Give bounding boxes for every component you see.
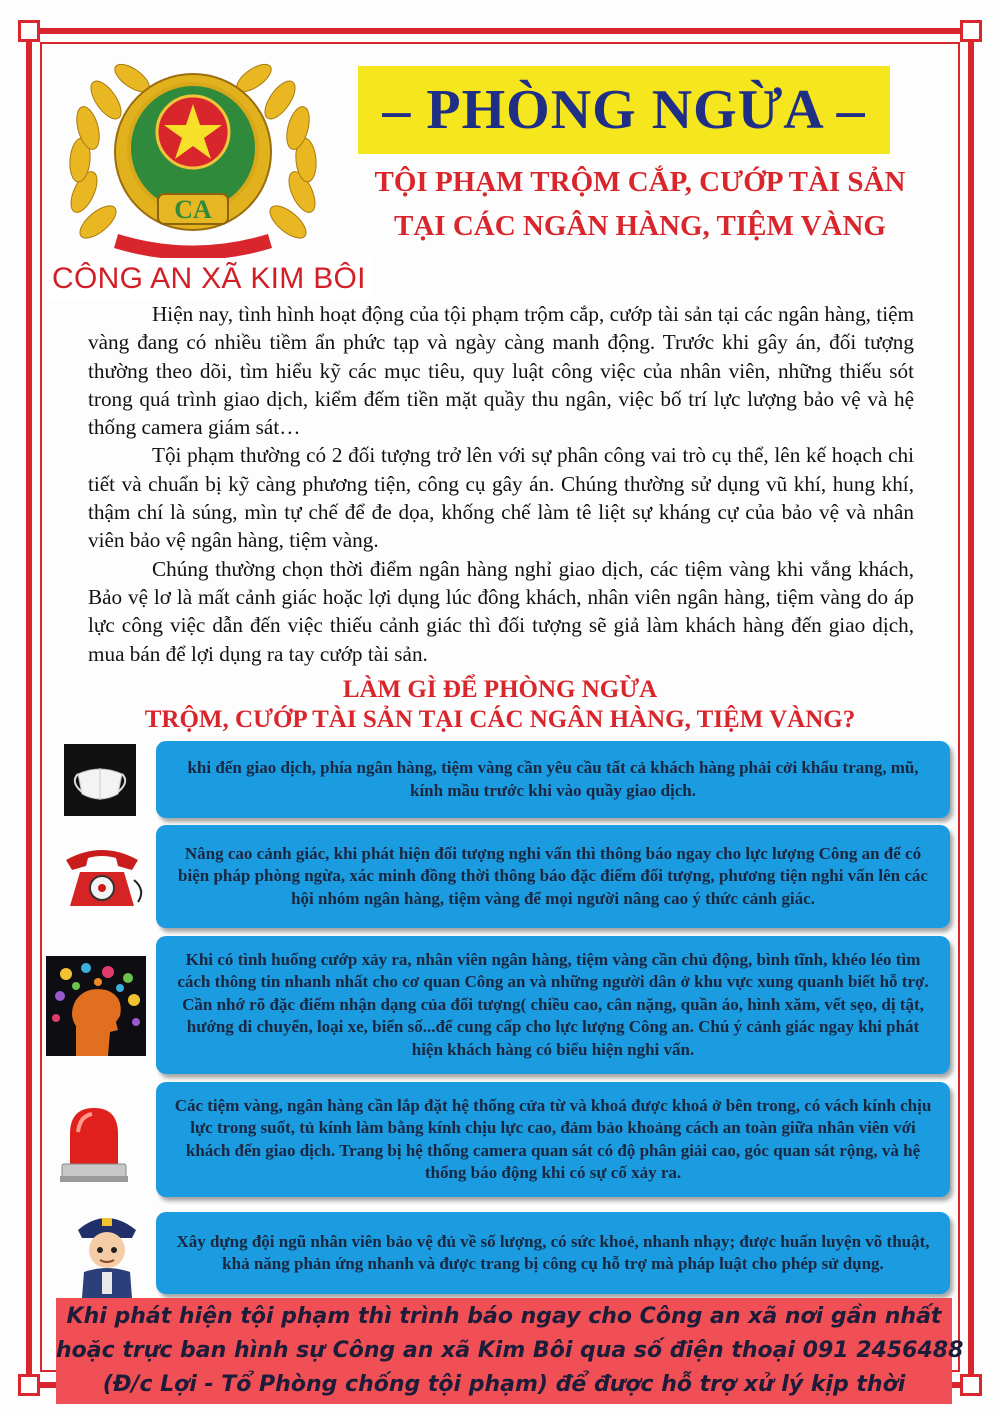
police-emblem-icon: [58, 52, 328, 262]
alarm-siren-icon: [56, 1104, 132, 1184]
tip-text-1: khi đến giao dịch, phía ngân hàng, tiệm vàng cần yêu cầu tất cả khách hàng phải cởi khẩu trang, mũ, kính mầu trước khi vào quầy giao dịch.: [187, 758, 919, 800]
subtitle-line-1: TỘI PHẠM TRỘM CẮP, CƯỚP TÀI SẢN: [374, 166, 906, 198]
face-mask-icon: [64, 744, 136, 816]
footer-line-1: Khi phát hiện tội phạm thì trình báo ngay cho Công an xã nơi gần nhất: [66, 1304, 942, 1329]
intro-paragraph-2: Tội phạm thường có 2 đối tượng trở lên với sự phân công vai trò cụ thể, lên kế hoạch chi tiết và chuẩn bị kỹ càng phương tiện, công cụ gây án. Chúng thường sử dụng vũ khí, hung khí, thậm chí là súng, mìn tự chế để đe dọa, khống chế làm tê liệt sự kháng cự của bảo vệ và nhân viên bảo vệ ngân hàng, tiệm vàng.: [88, 443, 914, 553]
prevention-heading-line-2: TRỘM, CƯỚP TÀI SẢN TẠI CÁC NGÂN HÀNG, TIỆM VÀNG?: [144, 706, 856, 733]
page-title: – PHÒNG NGỪA –: [382, 79, 866, 141]
tip-card-4: [156, 1082, 950, 1197]
corner-ornament: [18, 20, 40, 42]
tip-text-2: Nâng cao cảnh giác, khi phát hiện đối tượng nghi vấn thì thông báo ngay cho lực lượng Công an để có biện pháp phòng ngừa, xác minh đồng thời thông báo đặc điểm đối tượng, phương tiện nghi vấn lên các hội nhóm ngân hàng, tiệm vàng để mọi người nâng cao ý thức cảnh giác.: [178, 843, 928, 908]
agency-name: CÔNG AN XÃ KIM BÔI: [48, 258, 372, 300]
subtitle-line-2: TẠI CÁC NGÂN HÀNG, TIỆM VÀNG: [394, 210, 886, 242]
corner-ornament: [960, 1374, 982, 1396]
tip-text-5: Xây dựng đội ngũ nhân viên bảo vệ đủ về số lượng, có sức khoẻ, nhanh nhạy; được huấn luyện võ thuật, khả năng phản ứng nhanh và được trang bị công cụ hỗ trợ mà pháp luật cho phép sử dụng.: [176, 1231, 930, 1273]
footer-line-2: hoặc trực ban hình sự Công an xã Kim Bôi qua số điện thoại 091 2456488: [56, 1338, 964, 1363]
intro-text: [88, 300, 914, 668]
telephone-icon: [58, 840, 146, 912]
corner-ornament: [18, 1374, 40, 1396]
tip-text-4: Các tiệm vàng, ngân hàng cần lắp đặt hệ thống cửa từ và khoá được khoá ở bên trong, có vách kính chịu lực trong suốt, tủ kính làm bằng kính chịu lực cao, đảm bảo khoảng cách an toàn giữa nhân viên với khách đến giao dịch. Trang bị hệ thống camera quan sát có độ phân giải cao, góc quan sát rộng, và hệ thống báo động khi có sự cố xảy ra.: [174, 1095, 932, 1182]
corner-ornament: [960, 20, 982, 42]
emblem-letters: CA: [174, 195, 212, 224]
tip-card-1: [156, 741, 950, 818]
footer-line-3: (Đ/c Lợi - Tổ Phòng chống tội phạm) để được hỗ trợ xử lý kịp thời: [102, 1372, 906, 1397]
tip-text-3: Khi có tình huống cướp xảy ra, nhân viên ngân hàng, tiệm vàng cần chủ động, bình tĩnh, khéo léo tìm cách thông tin nhanh nhất cho cơ quan Công an và những người dân ở khu vực xung quanh biết hỗ trợ. Cần nhớ rõ đặc điểm nhận dạng của đối tượng( chiều cao, cân nặng, quần áo, hình xăm, vết sẹo, dị tật, hướng di chuyển, loại xe, biển số...để cung cấp cho lực lượng Công an. Chú ý cảnh giác ngay khi phát hiện khách hàng có biểu hiện nghi vấn.: [177, 949, 929, 1059]
tip-card-5: [156, 1212, 950, 1294]
title-banner: [358, 66, 890, 154]
security-guard-icon: [66, 1206, 148, 1298]
prevention-heading-line-1: LÀM GÌ ĐỂ PHÒNG NGỪA: [342, 676, 658, 703]
brain-ideas-icon: [46, 956, 146, 1056]
tip-card-2: [156, 825, 950, 928]
intro-paragraph-3: Chúng thường chọn thời điểm ngân hàng nghỉ giao dịch, các tiệm vàng khi vắng khách, Bảo vệ lơ là mất cảnh giác hoặc lợi dụng lúc đông khách, nhân viên ngân hàng, tiệm vàng do áp lực công việc dẫn đến việc thiếu cảnh giác thì đối tượng sẽ giả làm khách hàng đến giao dịch, mua bán để lợi dụng ra tay cướp tài sản.: [88, 556, 914, 666]
tip-card-3: [156, 936, 950, 1074]
intro-paragraph-1: Hiện nay, tình hình hoạt động của tội phạm trộm cắp, cướp tài sản tại các ngân hàng, tiệm vàng đang có nhiều tiềm ẩn phức tạp và ngày càng manh động. Trước khi gây án, đối tượng thường theo dõi, tìm hiểu kỹ các mục tiêu, quy luật công việc của nhân viên, những thiếu sót trong quá trình giao dịch, kiểm đếm tiền mặt quầy thu ngân, việc bố trí lực lượng bảo vệ và hệ thống camera giám sát…: [88, 302, 914, 440]
hotline-banner: [56, 1298, 964, 1404]
